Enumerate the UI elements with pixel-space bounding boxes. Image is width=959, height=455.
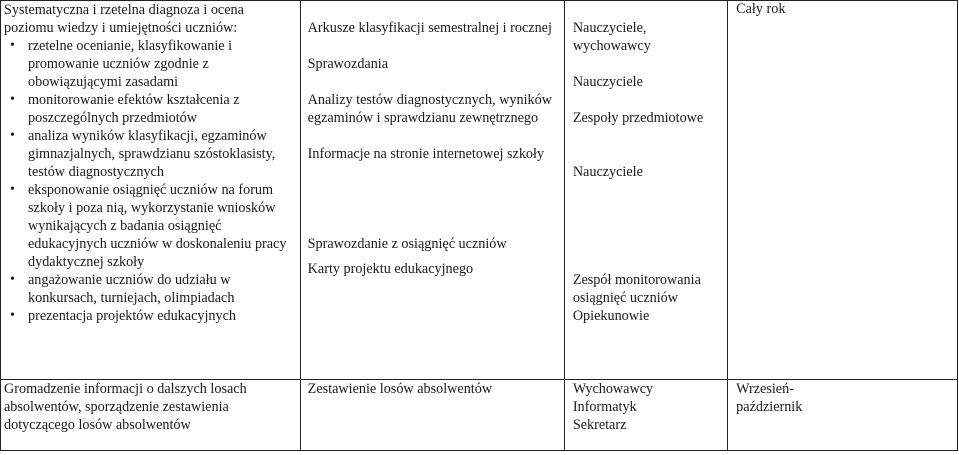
- document-item: Zestawienie losów absolwentów: [307, 381, 493, 397]
- responsible-item: Zespoły przedmiotowe: [572, 110, 704, 126]
- document-item: Informacje na stronie internetowej szkoły: [307, 146, 545, 162]
- deadline-cell: [728, 380, 958, 451]
- task-cell: [1, 380, 301, 451]
- responsible-item: Opiekunowie: [572, 308, 650, 324]
- task-text: Gromadzenie informacji o dalszych losach absolwentów, sporządzenie zestawienia dotyczącego losów absolwentów: [4, 381, 247, 433]
- responsible-item: Zespół monitorowania osiągnięć uczniów: [572, 272, 701, 306]
- task-heading: Systematyczna i rzetelna diagnoza i ocena poziomu wiedzy i umiejętności uczniów:: [4, 2, 244, 36]
- document-item: Analizy testów diagnostycznych, wyników egzaminów i sprawdzianu zewnętrznego: [307, 92, 552, 126]
- table-row: [1, 1, 958, 380]
- document-item: Sprawozdania: [307, 56, 389, 72]
- document-cell: [300, 380, 564, 451]
- task-list: [4, 37, 297, 325]
- document-item: Arkusze klasyfikacji semestralnej i rocznej: [307, 20, 552, 36]
- responsible-item: Nauczyciele, wychowawcy: [572, 20, 651, 54]
- deadline-cell: [728, 1, 958, 380]
- document-item: Karty projektu edukacyjnego: [307, 261, 474, 277]
- responsible-cell: [564, 380, 727, 451]
- responsible-cell: [564, 1, 727, 380]
- table-row: [1, 380, 958, 451]
- list-item: • rzetelne ocenianie, klasyfikowanie i promowanie uczniów zgodnie z obowiązującymi zasadami: [28, 37, 297, 91]
- deadline-text: Wrzesień-październik: [736, 381, 803, 415]
- task-cell: [1, 1, 301, 380]
- responsible-item: Sekretarz: [572, 417, 627, 433]
- list-item: • analiza wyników klasyfikacji, egzaminów gimnazjalnych, sprawdzianu szóstoklasisty, testów diagnostycznych: [28, 127, 297, 181]
- document-item: Sprawozdanie z osiągnięć uczniów: [307, 236, 507, 252]
- responsible-item: Nauczyciele: [572, 164, 643, 180]
- document-cell: [300, 1, 564, 380]
- list-item: • monitorowanie efektów kształcenia z poszczególnych przedmiotów: [28, 91, 297, 127]
- responsible-item: Wychowawcy: [572, 381, 654, 397]
- responsible-item: Nauczyciele: [572, 74, 643, 90]
- deadline-text: Cały rok: [736, 1, 786, 17]
- list-item: • angażowanie uczniów do udziału w konkursach, turniejach, olimpiadach: [28, 271, 297, 307]
- list-item: • eksponowanie osiągnięć uczniów na forum szkoły i poza nią, wykorzystanie wniosków wynikających z badania osiągnięć edukacyjnych uczniów w doskonaleniu pracy dydaktycznej szkoły: [28, 181, 297, 271]
- responsible-item: Informatyk: [572, 399, 637, 415]
- list-item: • prezentacja projektów edukacyjnych: [28, 307, 297, 325]
